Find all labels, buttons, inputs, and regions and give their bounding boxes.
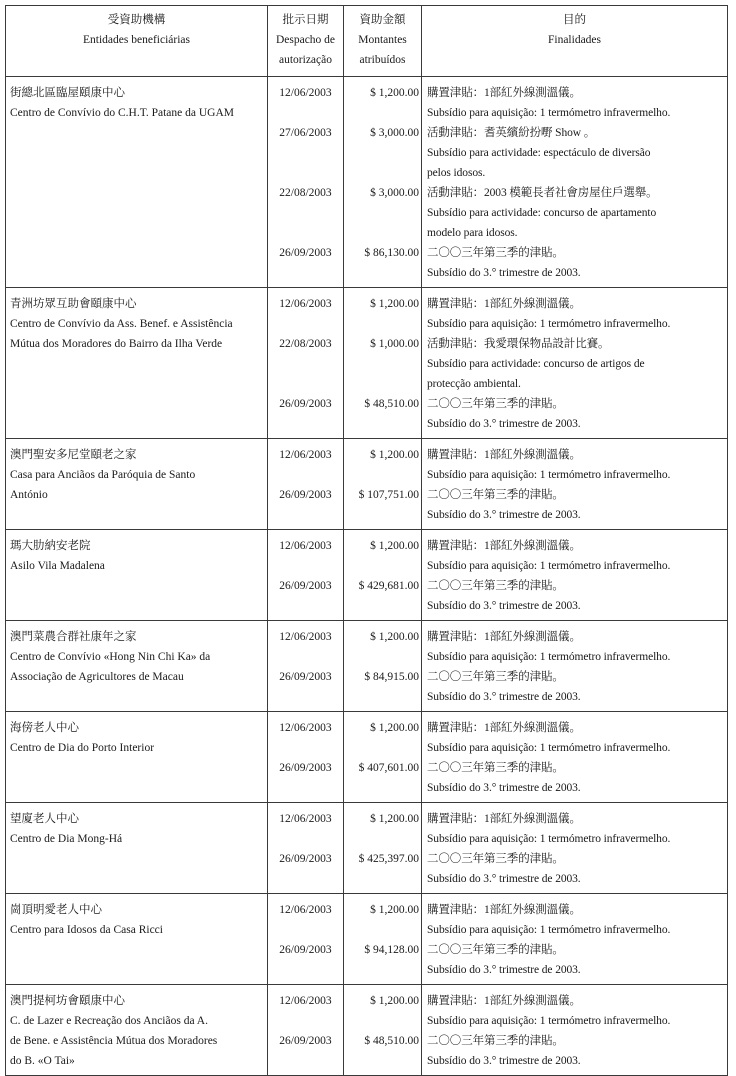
- spacer: [268, 556, 343, 576]
- entity-cell: [6, 530, 268, 621]
- date-cell: [268, 621, 344, 712]
- purpose-pt: protecção ambiental.: [427, 378, 521, 390]
- grants-table: [5, 5, 728, 1076]
- grant-amount: $ 1,200.00: [370, 631, 419, 643]
- date-cell: [268, 712, 344, 803]
- spacer: [344, 465, 419, 485]
- purpose-zh: 二〇〇三年第三季的津貼。: [427, 762, 564, 774]
- table-row: [6, 712, 728, 803]
- header-purpose: [422, 6, 728, 77]
- header-entity: [6, 6, 268, 77]
- spacer: [268, 143, 343, 163]
- grant-amount: $ 1,200.00: [370, 904, 419, 916]
- table-row: [6, 803, 728, 894]
- entity-name-pt: Asilo Vila Madalena: [10, 560, 105, 572]
- spacer: [344, 103, 419, 123]
- entity-name-zh: 瑪大肋納安老院: [10, 540, 91, 552]
- date-cell: [268, 985, 344, 1076]
- entity-name-zh: 澳門菜農合群社康年之家: [10, 631, 137, 643]
- spacer: [344, 354, 419, 374]
- amount-cell: [344, 530, 422, 621]
- grant-date: 12/06/2003: [279, 995, 332, 1007]
- spacer: [344, 647, 419, 667]
- amount-cell: [344, 439, 422, 530]
- entity-cell: [6, 894, 268, 985]
- purpose-zh: 購置津貼：1部紅外線測溫儀。: [427, 813, 581, 825]
- purpose-cell: [422, 985, 728, 1076]
- spacer: [268, 920, 343, 940]
- entity-name-pt: Centro de Convívio da Ass. Benef. e Assistência: [10, 318, 233, 330]
- grant-date: 12/06/2003: [279, 449, 332, 461]
- amount-cell: [344, 288, 422, 439]
- table-header: [6, 6, 728, 77]
- purpose-pt: Subsídio do 3.° trimestre de 2003.: [427, 418, 581, 430]
- purpose-cell: [422, 530, 728, 621]
- spacer: [268, 647, 343, 667]
- spacer: [344, 1051, 419, 1071]
- purpose-pt: Subsídio do 3.° trimestre de 2003.: [427, 267, 581, 279]
- amount-cell: [344, 77, 422, 288]
- spacer: [268, 687, 343, 707]
- spacer: [344, 960, 419, 980]
- purpose-zh: 購置津貼：1部紅外線測溫儀。: [427, 540, 581, 552]
- header-purpose-zh: 目的: [563, 14, 586, 26]
- purpose-zh: 二〇〇三年第三季的津貼。: [427, 853, 564, 865]
- spacer: [268, 505, 343, 525]
- spacer: [344, 223, 419, 243]
- spacer: [344, 505, 419, 525]
- grant-date: 26/09/2003: [279, 247, 332, 259]
- spacer: [268, 596, 343, 616]
- grant-amount: $ 425,397.00: [358, 853, 419, 865]
- grant-date: 26/09/2003: [279, 398, 332, 410]
- spacer: [268, 103, 343, 123]
- entity-name-pt: Centro de Dia Mong-Há: [10, 833, 123, 845]
- purpose-zh: 二〇〇三年第三季的津貼。: [427, 489, 564, 501]
- purpose-cell: [422, 77, 728, 288]
- header-date-pt-1: Despacho de: [275, 34, 336, 46]
- purpose-pt: Subsídio do 3.° trimestre de 2003.: [427, 691, 581, 703]
- purpose-pt: Subsídio do 3.° trimestre de 2003.: [427, 600, 581, 612]
- grant-date: 22/08/2003: [279, 338, 332, 350]
- purpose-pt: pelos idosos.: [427, 167, 486, 179]
- grant-amount: $ 1,200.00: [370, 722, 419, 734]
- purpose-cell: [422, 894, 728, 985]
- header-date-pt-2: autorização: [279, 54, 332, 66]
- purpose-pt: Subsídio do 3.° trimestre de 2003.: [427, 1055, 581, 1067]
- grant-amount: $ 429,681.00: [358, 580, 419, 592]
- grant-date: 27/06/2003: [279, 127, 332, 139]
- table-row: [6, 530, 728, 621]
- spacer: [344, 778, 419, 798]
- amount-cell: [344, 712, 422, 803]
- purpose-cell: [422, 712, 728, 803]
- grant-amount: $ 48,510.00: [364, 398, 419, 410]
- spacer: [344, 556, 419, 576]
- grant-amount: $ 1,200.00: [370, 995, 419, 1007]
- amount-cell: [344, 803, 422, 894]
- grant-amount: $ 1,200.00: [370, 813, 419, 825]
- grant-date: 26/09/2003: [279, 853, 332, 865]
- spacer: [344, 920, 419, 940]
- purpose-pt: Subsídio para actividade: espectáculo de diversão: [427, 147, 651, 159]
- grant-amount: $ 1,200.00: [370, 87, 419, 99]
- entity-name-pt: de Bene. e Assistência Mútua dos Moradores: [10, 1035, 218, 1047]
- spacer: [268, 869, 343, 889]
- purpose-pt: Subsídio para aquisição: 1 termómetro infravermelho.: [427, 1015, 671, 1027]
- grant-date: 26/09/2003: [279, 671, 332, 683]
- purpose-cell: [422, 803, 728, 894]
- entity-name-zh: 青洲坊眾互助會頤康中心: [10, 298, 137, 310]
- grant-amount: $ 84,915.00: [364, 671, 419, 683]
- entity-name-zh: 街總北區臨屋頤康中心: [10, 87, 125, 99]
- entity-name-pt: Mútua dos Moradores do Bairro da Ilha Verde: [10, 338, 223, 350]
- grant-date: 26/09/2003: [279, 762, 332, 774]
- purpose-pt: Subsídio para aquisição: 1 termómetro infravermelho.: [427, 107, 671, 119]
- header-date: [268, 6, 344, 77]
- amount-cell: [344, 985, 422, 1076]
- purpose-pt: Subsídio do 3.° trimestre de 2003.: [427, 964, 581, 976]
- date-cell: [268, 77, 344, 288]
- purpose-zh: 二〇〇三年第三季的津貼。: [427, 247, 564, 259]
- purpose-pt: Subsídio do 3.° trimestre de 2003.: [427, 509, 581, 521]
- entity-name-zh: 海傍老人中心: [10, 722, 79, 734]
- grant-amount: $ 48,510.00: [364, 1035, 419, 1047]
- purpose-pt: Subsídio para aquisição: 1 termómetro infravermelho.: [427, 651, 671, 663]
- spacer: [344, 829, 419, 849]
- spacer: [268, 1051, 343, 1071]
- spacer: [268, 263, 343, 283]
- spacer: [344, 414, 419, 434]
- purpose-pt: Subsídio para aquisição: 1 termómetro infravermelho.: [427, 742, 671, 754]
- entity-cell: [6, 288, 268, 439]
- entity-name-zh: 澳門提柯坊會頤康中心: [10, 995, 125, 1007]
- purpose-zh: 二〇〇三年第三季的津貼。: [427, 944, 564, 956]
- spacer: [344, 596, 419, 616]
- amount-cell: [344, 621, 422, 712]
- header-entity-zh: 受資助機構: [107, 14, 166, 26]
- spacer: [268, 829, 343, 849]
- entity-name-pt: Centro para Idosos da Casa Ricci: [10, 924, 163, 936]
- date-cell: [268, 288, 344, 439]
- entity-cell: [6, 985, 268, 1076]
- purpose-zh: 活動津貼：耆英繽紛扮嘢 Show 。: [427, 127, 596, 139]
- grant-date: 12/06/2003: [279, 631, 332, 643]
- purpose-zh: 購置津貼：1部紅外線測溫儀。: [427, 449, 581, 461]
- table-row: [6, 621, 728, 712]
- purpose-cell: [422, 621, 728, 712]
- spacer: [344, 263, 419, 283]
- purpose-zh: 購置津貼：1部紅外線測溫儀。: [427, 298, 581, 310]
- purpose-zh: 活動津貼：2003 模範長者社會房屋住戶選舉。: [427, 187, 658, 199]
- grant-amount: $ 407,601.00: [358, 762, 419, 774]
- grant-amount: $ 86,130.00: [364, 247, 419, 259]
- entity-name-pt: António: [10, 489, 48, 501]
- spacer: [344, 374, 419, 394]
- entity-cell: [6, 439, 268, 530]
- spacer: [344, 869, 419, 889]
- purpose-zh: 二〇〇三年第三季的津貼。: [427, 398, 564, 410]
- spacer: [344, 314, 419, 334]
- header-amount-pt-1: Montantes: [358, 34, 407, 46]
- spacer: [268, 203, 343, 223]
- entity-name-zh: 望廈老人中心: [10, 813, 79, 825]
- spacer: [268, 374, 343, 394]
- amount-cell: [344, 894, 422, 985]
- entity-cell: [6, 803, 268, 894]
- grant-date: 26/09/2003: [279, 489, 332, 501]
- spacer: [268, 223, 343, 243]
- spacer: [268, 414, 343, 434]
- grant-amount: $ 107,751.00: [358, 489, 419, 501]
- table-body: [6, 77, 728, 1076]
- purpose-pt: Subsídio para aquisição: 1 termómetro infravermelho.: [427, 318, 671, 330]
- purpose-pt: Subsídio do 3.° trimestre de 2003.: [427, 782, 581, 794]
- spacer: [268, 1011, 343, 1031]
- grant-amount: $ 1,000.00: [370, 338, 419, 350]
- grant-amount: $ 1,200.00: [370, 298, 419, 310]
- table-row: [6, 439, 728, 530]
- spacer: [268, 465, 343, 485]
- purpose-pt: Subsídio para actividade: concurso de artigos de: [427, 358, 645, 370]
- spacer: [344, 203, 419, 223]
- spacer: [268, 778, 343, 798]
- grant-date: 12/06/2003: [279, 540, 332, 552]
- entity-cell: [6, 77, 268, 288]
- grant-date: 26/09/2003: [279, 580, 332, 592]
- purpose-pt: Subsídio do 3.° trimestre de 2003.: [427, 873, 581, 885]
- spacer: [344, 143, 419, 163]
- grant-date: 12/06/2003: [279, 87, 332, 99]
- entity-cell: [6, 712, 268, 803]
- grant-date: 26/09/2003: [279, 944, 332, 956]
- spacer: [268, 960, 343, 980]
- purpose-zh: 二〇〇三年第三季的津貼。: [427, 1035, 564, 1047]
- entity-name-pt: do B. «O Tai»: [10, 1055, 75, 1067]
- grant-date: 12/06/2003: [279, 813, 332, 825]
- date-cell: [268, 439, 344, 530]
- purpose-zh: 購置津貼：1部紅外線測溫儀。: [427, 87, 581, 99]
- entity-name-pt: Associação de Agricultores de Macau: [10, 671, 184, 683]
- entity-name-zh: 澳門聖安多尼堂頤老之家: [10, 449, 137, 461]
- purpose-cell: [422, 439, 728, 530]
- grant-amount: $ 1,200.00: [370, 449, 419, 461]
- entity-cell: [6, 621, 268, 712]
- purpose-pt: Subsídio para aquisição: 1 termómetro infravermelho.: [427, 469, 671, 481]
- purpose-zh: 二〇〇三年第三季的津貼。: [427, 671, 564, 683]
- purpose-zh: 活動津貼：我愛環保物品設計比賽。: [427, 338, 610, 350]
- entity-name-pt: Casa para Anciãos da Paróquia de Santo: [10, 469, 196, 481]
- header-date-zh: 批示日期: [282, 14, 329, 26]
- grant-date: 12/06/2003: [279, 904, 332, 916]
- spacer: [344, 738, 419, 758]
- purpose-cell: [422, 288, 728, 439]
- grant-amount: $ 3,000.00: [370, 127, 419, 139]
- grant-date: 26/09/2003: [279, 1035, 332, 1047]
- purpose-pt: Subsídio para aquisição: 1 termómetro infravermelho.: [427, 924, 671, 936]
- entity-name-pt: Centro de Dia do Porto Interior: [10, 742, 155, 754]
- purpose-zh: 購置津貼：1部紅外線測溫儀。: [427, 995, 581, 1007]
- grant-date: 22/08/2003: [279, 187, 332, 199]
- entity-name-pt: C. de Lazer e Recreação dos Anciãos da A.: [10, 1015, 208, 1027]
- purpose-zh: 二〇〇三年第三季的津貼。: [427, 580, 564, 592]
- header-entity-pt: Entidades beneficiárias: [83, 34, 190, 46]
- purpose-pt: Subsídio para aquisição: 1 termómetro infravermelho.: [427, 833, 671, 845]
- grant-amount: $ 3,000.00: [370, 187, 419, 199]
- table-row: [6, 894, 728, 985]
- header-amount-zh: 資助金額: [359, 14, 406, 26]
- spacer: [268, 354, 343, 374]
- spacer: [268, 163, 343, 183]
- spacer: [268, 738, 343, 758]
- spacer: [344, 163, 419, 183]
- date-cell: [268, 803, 344, 894]
- purpose-zh: 購置津貼：1部紅外線測溫儀。: [427, 722, 581, 734]
- grant-amount: $ 1,200.00: [370, 540, 419, 552]
- header-amount-pt-2: atribuídos: [359, 54, 406, 66]
- entity-name-pt: Centro de Convívio «Hong Nin Chi Ka» da: [10, 651, 211, 663]
- entity-name-zh: 崗頂明愛老人中心: [10, 904, 102, 916]
- purpose-pt: Subsídio para aquisição: 1 termómetro infravermelho.: [427, 560, 671, 572]
- spacer: [268, 314, 343, 334]
- header-amount: [344, 6, 422, 77]
- spacer: [344, 1011, 419, 1031]
- table-row: [6, 985, 728, 1076]
- purpose-pt: Subsídio para actividade: concurso de apartamento: [427, 207, 657, 219]
- table-row: [6, 77, 728, 288]
- grant-amount: $ 94,128.00: [364, 944, 419, 956]
- grant-date: 12/06/2003: [279, 722, 332, 734]
- header-purpose-pt: Finalidades: [547, 34, 602, 46]
- table-row: [6, 288, 728, 439]
- purpose-zh: 購置津貼：1部紅外線測溫儀。: [427, 904, 581, 916]
- purpose-zh: 購置津貼：1部紅外線測溫儀。: [427, 631, 581, 643]
- date-cell: [268, 894, 344, 985]
- grant-date: 12/06/2003: [279, 298, 332, 310]
- purpose-pt: modelo para idosos.: [427, 227, 518, 239]
- entity-name-pt: Centro de Convívio do C.H.T. Patane da UGAM: [10, 107, 235, 119]
- spacer: [344, 687, 419, 707]
- date-cell: [268, 530, 344, 621]
